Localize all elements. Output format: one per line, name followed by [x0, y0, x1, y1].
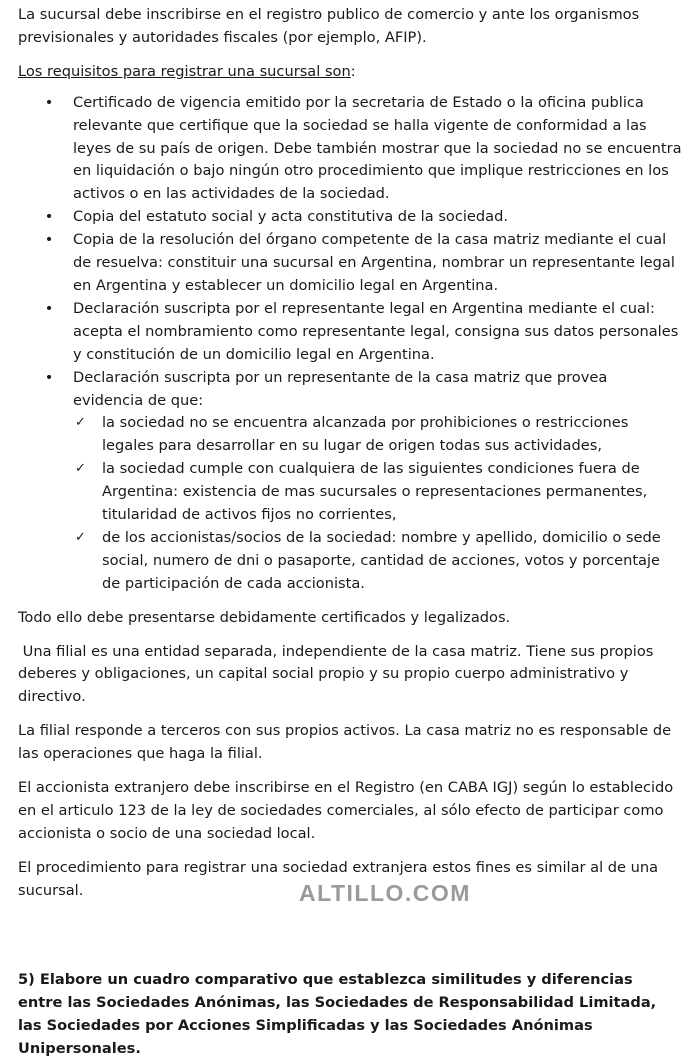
bullet-icon: •	[44, 93, 54, 111]
sub-requirements-list	[73, 412, 682, 595]
requirement-item	[18, 298, 682, 367]
requirement-item	[18, 229, 682, 298]
paragraph-foreign-company: El procedimiento para registrar una sociedad extranjera estos fines es similar al de una sucursal.	[18, 858, 659, 899]
requirement-text: Copia del estatuto social y acta constitutiva de la sociedad.	[73, 208, 509, 226]
requirements-heading-colon: :	[350, 62, 356, 80]
sub-requirement-item	[73, 458, 682, 527]
sub-requirement-text: la sociedad no se encuentra alcanzada por prohibiciones o restricciones legales para desarrollar en su lugar de origen todas sus actividades,	[102, 414, 629, 455]
check-icon: ✓	[75, 415, 86, 431]
question-5: 5) Elabore un cuadro comparativo que establezca similitudes y diferencias entre las Sociedades Anónimas, las Sociedades de Responsabilidad Limitada, las Sociedades por Acciones Simplificadas y las Sociedades Anónimas Unipersonales.	[18, 971, 657, 1057]
check-icon: ✓	[75, 461, 86, 477]
paragraph-filial-liability: La filial responde a terceros con sus propios activos. La casa matriz no es responsable de las operaciones que haga la filial.	[18, 722, 672, 763]
bullet-icon: •	[44, 368, 54, 386]
sub-requirement-text: la sociedad cumple con cualquiera de las siguientes condiciones fuera de Argentina: existencia de mas sucursales o representaciones permanentes, titularidad de activos fijos no corrientes,	[102, 460, 648, 524]
requirement-item	[18, 92, 682, 207]
requirement-text: Copia de la resolución del órgano competente de la casa matriz mediante el cual de resuelva: constituir una sucursal en Argentina, nombrar un representante legal en Argentina y establecer un domicilio legal en Argentina.	[73, 231, 675, 294]
paragraph-filial-definition: Una filial es una entidad separada, independiente de la casa matriz. Tiene sus propios deberes y obligaciones, un capital social propio y su propio cuerpo administrativo y directivo.	[18, 642, 659, 706]
requirement-item	[18, 367, 682, 596]
watermark-logo: ALTILLO.COM	[299, 880, 471, 906]
requirement-text: Certificado de vigencia emitido por la secretaria de Estado o la oficina publica relevante que certifique que la sociedad se halla vigente de conformidad a las leyes de su país de origen. Debe también mostrar que la sociedad no se encuentra en liquidación o bajo ningún otro procedimiento que implique restricciones en los activos o en las actividades de la sociedad.	[73, 93, 682, 203]
bullet-icon: •	[44, 231, 54, 249]
requirement-item	[18, 206, 682, 229]
paragraph-certification: Todo ello debe presentarse debidamente certificados y legalizados.	[18, 608, 511, 626]
requirements-heading	[18, 61, 682, 84]
sub-requirement-text: de los accionistas/socios de la sociedad: nombre y apellido, domicilio o sede social, numero de dni o pasaporte, cantidad de acciones, votos y porcentaje de participación de cada accionista.	[102, 528, 661, 592]
paragraph-foreign-shareholder: El accionista extranjero debe inscribirse en el Registro (en CABA IGJ) según lo establecido en el articulo 123 de la ley de sociedades comerciales, al sólo efecto de participar como accionista o socio de una sociedad local.	[18, 779, 674, 842]
requirement-text: Declaración suscripta por un representante de la casa matriz que provea evidencia de que:	[73, 368, 608, 409]
bullet-icon: •	[44, 208, 54, 226]
requirement-text: Declaración suscripta por el representante legal en Argentina mediante el cual: acepta el nombramiento como representante legal, consigna sus datos personales y constitución de un domicilio legal en Argentina.	[73, 299, 679, 363]
check-icon: ✓	[75, 529, 86, 545]
requirements-heading-text: Los requisitos para registrar una sucursal son	[18, 62, 351, 80]
intro-paragraph: La sucursal debe inscribirse en el registro publico de comercio y ante los organismos previsionales y autoridades fiscales (por ejemplo, AFIP).	[18, 6, 640, 46]
bullet-icon: •	[44, 299, 54, 317]
requirements-list	[18, 92, 682, 596]
sub-requirement-item	[73, 527, 682, 596]
document-body	[18, 4, 682, 903]
sub-requirement-item	[73, 412, 682, 458]
